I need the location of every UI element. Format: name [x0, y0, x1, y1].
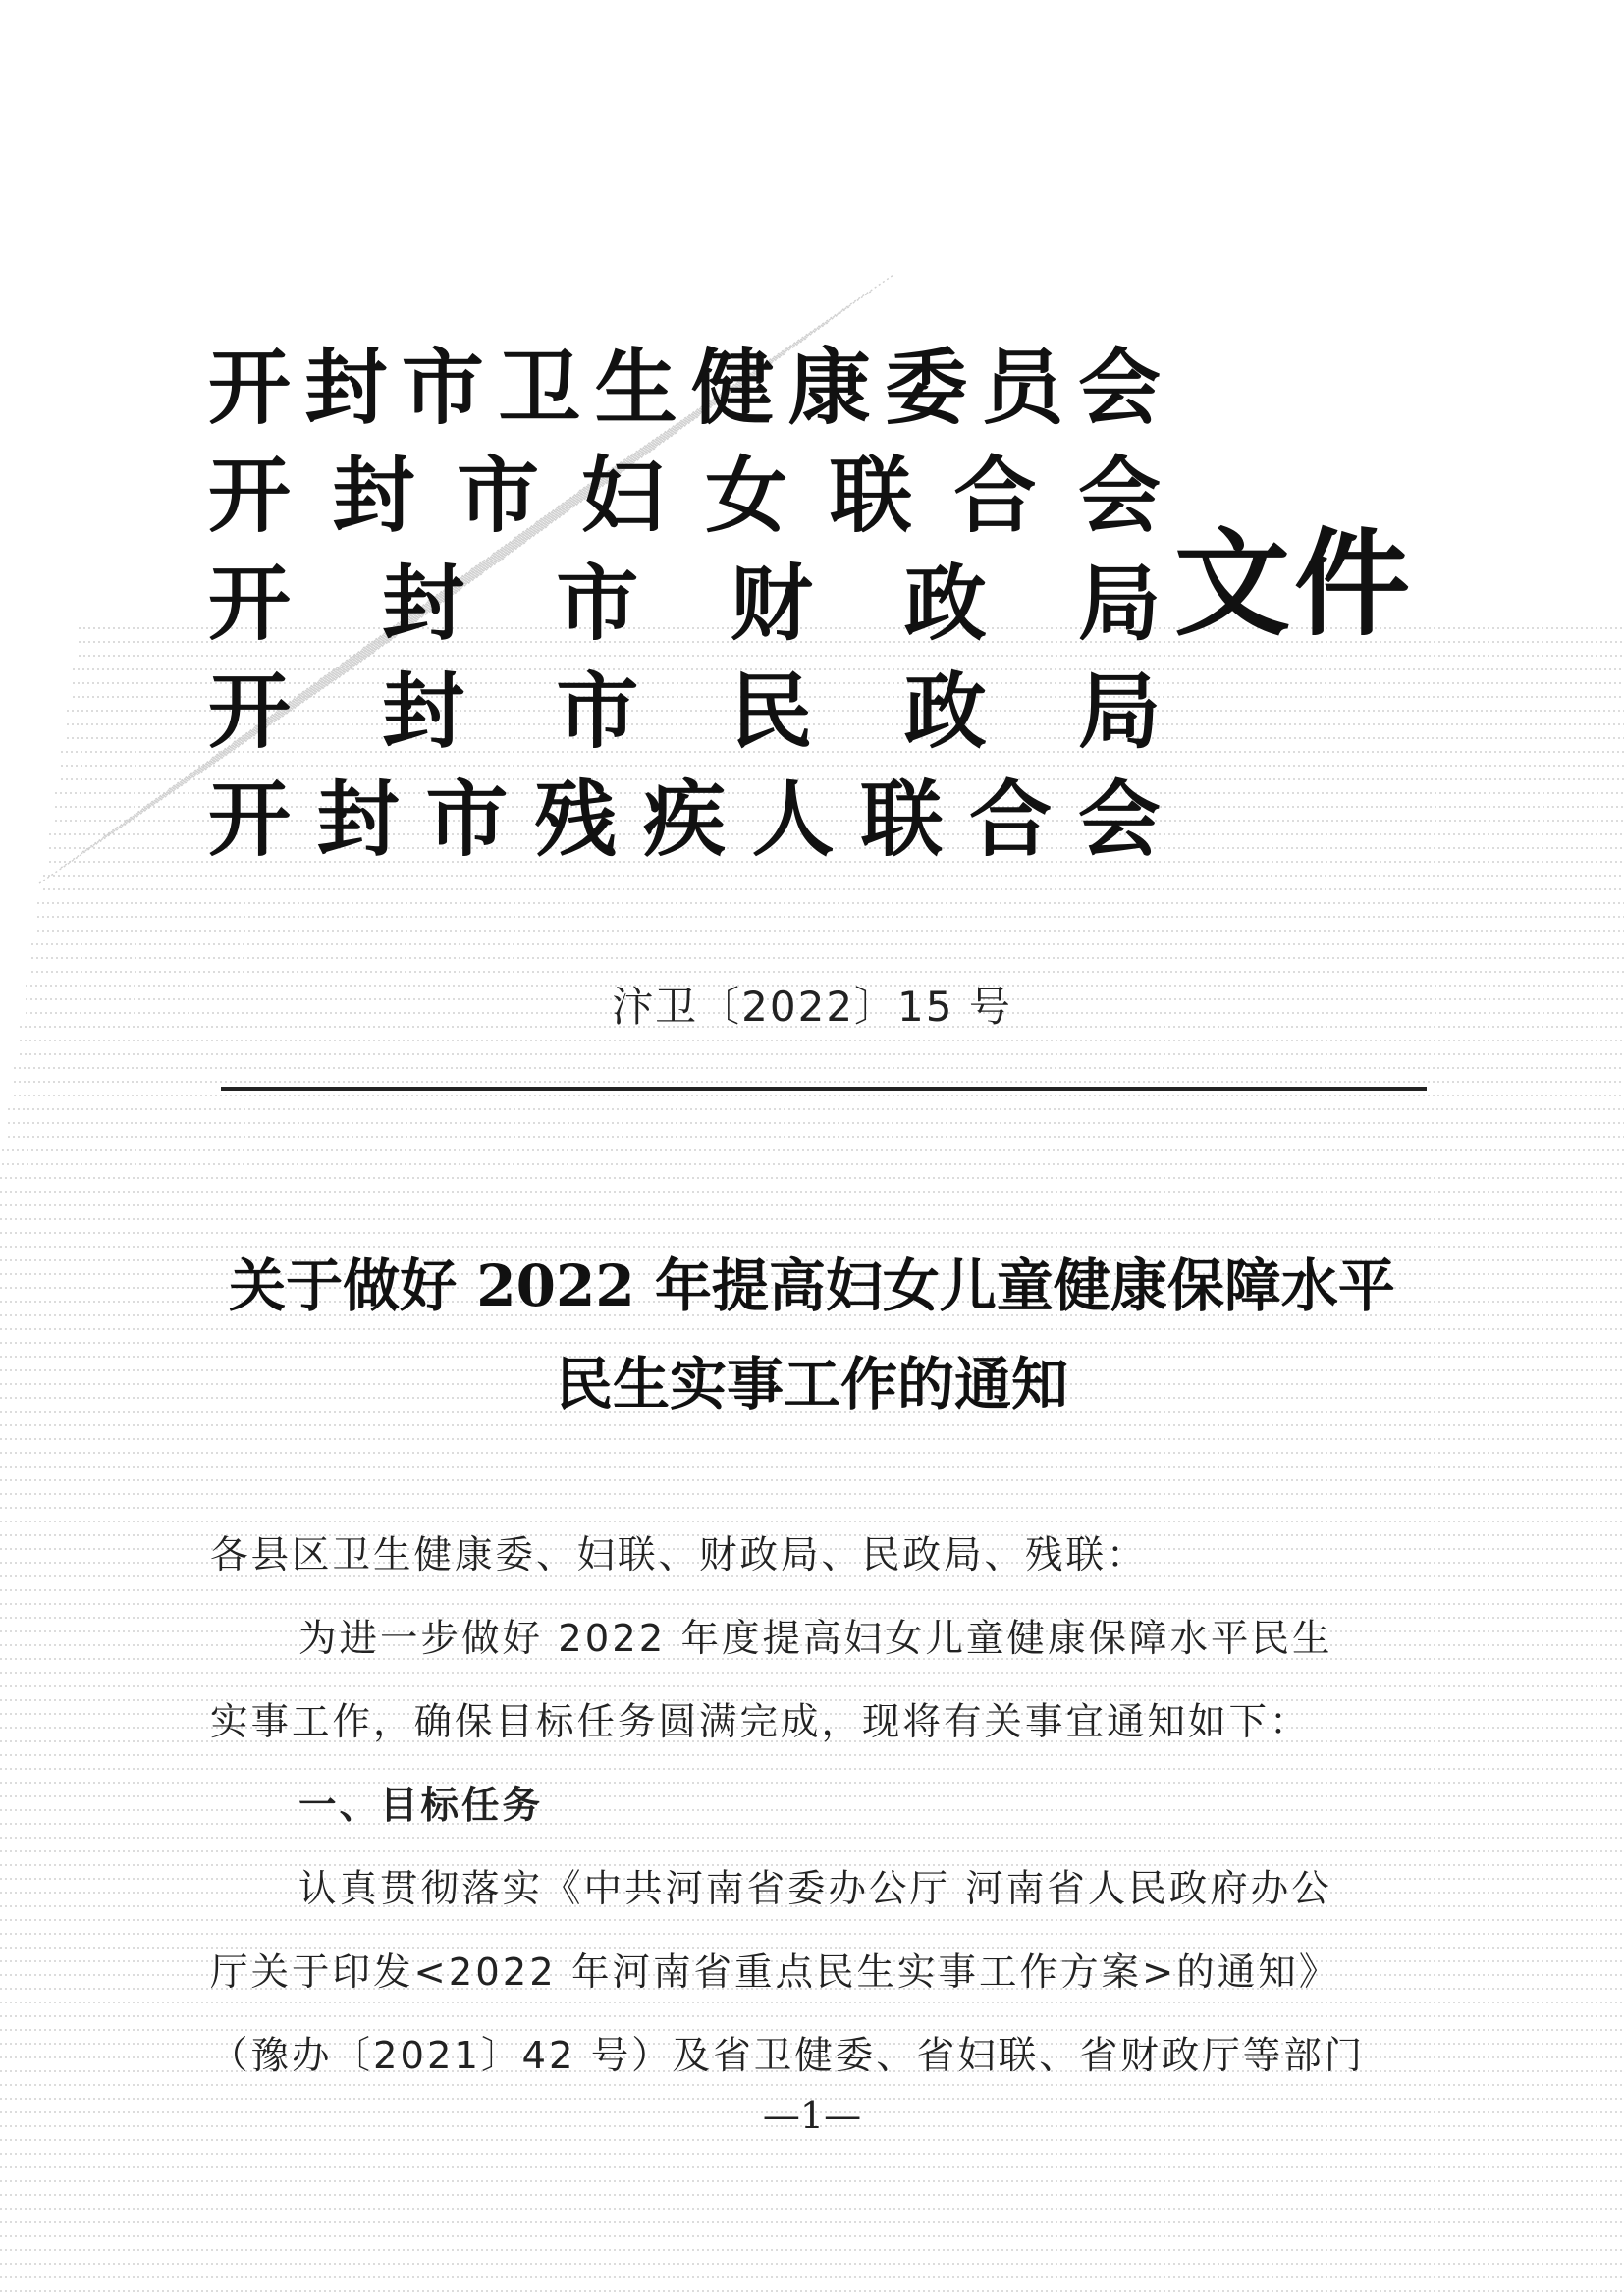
paragraph-2-line-3: （豫办〔2021〕42 号）及省卫健委、省妇联、省财政厅等部门 [210, 2034, 1366, 2078]
document-number: 汴卫〔2022〕15 号 [612, 983, 1012, 1031]
document-body [210, 1514, 1418, 2098]
section-heading-1: 一、目标任务 [298, 1784, 544, 1828]
document-suffix: 文件 [1174, 515, 1415, 652]
issuer-line-health-commission: 开 封 市 卫 生 健 康 委 员 会 [208, 339, 1161, 436]
paragraph-2-line-1: 认真贯彻落实《中共河南省委办公厅 河南省人民政府办公 [298, 1867, 1332, 1911]
issuer-line-womens-federation: 开 封 市 妇 女 联 合 会 [208, 447, 1161, 544]
paragraph-1-line-2: 实事工作，确保目标任务圆满完成，现将有关事宜通知如下： [210, 1700, 1311, 1744]
title-line-1: 关于做好 2022 年提高妇女儿童健康保障水平 [229, 1253, 1395, 1319]
header-separator-line [221, 1087, 1427, 1091]
paragraph-1-line-1: 为进一步做好 2022 年度提高妇女儿童健康保障水平民生 [298, 1617, 1333, 1661]
title-line-2: 民生实事工作的通知 [555, 1351, 1068, 1417]
paragraph-2-line-2: 厅关于印发<2022 年河南省重点民生实事工作方案>的通知》 [210, 1950, 1340, 1995]
page-number: —1— [762, 2094, 862, 2137]
document-title [0, 1237, 1624, 1433]
issuer-line-finance-bureau: 开 封 市 财 政 局 [208, 555, 1161, 652]
salutation: 各县区卫生健康委、妇联、财政局、民政局、残联： [210, 1533, 1148, 1577]
issuing-organizations [208, 334, 1161, 874]
issuer-line-civil-affairs-bureau: 开 封 市 民 政 局 [208, 663, 1161, 760]
issuer-line-disabled-persons-federation: 开 封 市 残 疾 人 联 合 会 [208, 771, 1161, 868]
